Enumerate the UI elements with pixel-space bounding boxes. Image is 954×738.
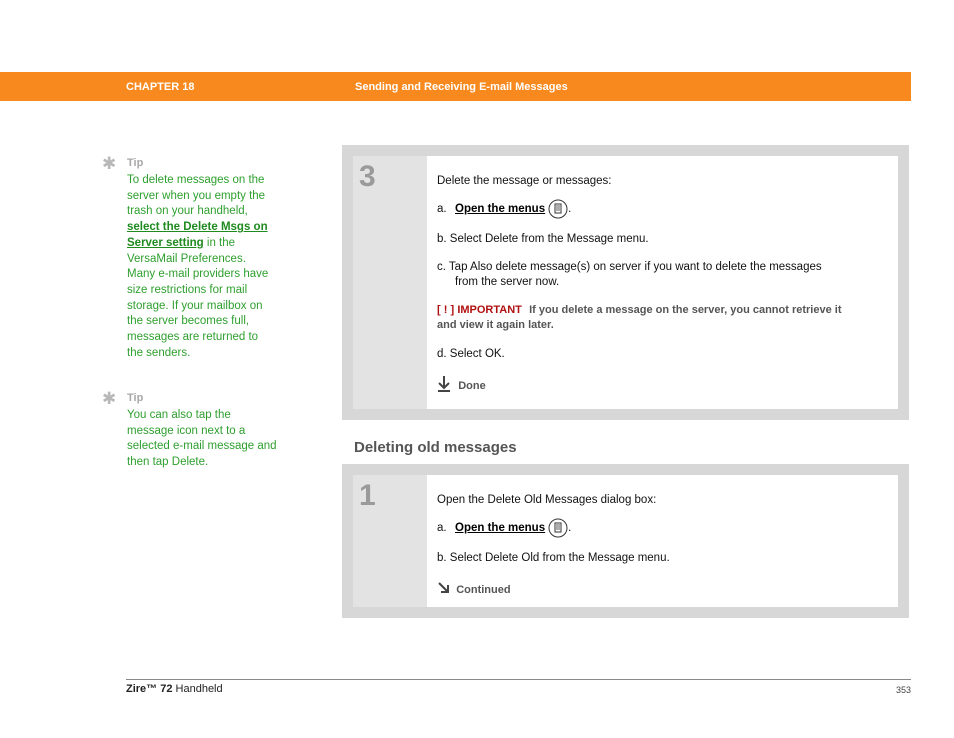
substep-c-line2: from the server now. — [455, 276, 560, 288]
substep-a — [437, 518, 888, 538]
step-3-panel — [353, 156, 898, 409]
substep-a-period: . — [568, 203, 572, 216]
down-arrow-icon — [437, 375, 451, 396]
substep-marker: a. — [437, 522, 447, 535]
tip-text-before: To delete messages on the server when you empty the trash on your handheld, — [127, 174, 266, 218]
product-suffix: Handheld — [172, 683, 223, 695]
open-menus-link[interactable]: Open the menus — [455, 522, 546, 535]
substep-a-period: . — [568, 522, 572, 535]
important-note — [437, 304, 888, 316]
step-1-box — [342, 464, 909, 618]
menu-icon — [548, 199, 568, 219]
tip-label: Tip — [127, 392, 144, 404]
step-intro: Delete the message or messages: — [437, 175, 612, 187]
step-intro: Open the Delete Old Messages dialog box: — [437, 494, 657, 506]
step-1-panel — [353, 475, 898, 607]
substep-a — [437, 199, 888, 219]
footer-divider — [126, 679, 911, 680]
menu-icon — [548, 518, 568, 538]
important-text-line1: If you delete a message on the server, you cannot retrieve it — [529, 304, 842, 316]
step-number: 1 — [359, 479, 376, 512]
chapter-title: Sending and Receiving E-mail Messages — [355, 81, 568, 93]
asterisk-icon: ✱ — [102, 389, 117, 408]
tip-text: You can also tap the message icon next to a selected e-mail message and then tap Delete. — [127, 409, 277, 469]
substep-marker: a. — [437, 203, 447, 216]
tip-text-after: in the VersaMail Preferences. Many e-mail providers have size restrictions for mail storage. If your mailbox on the server becomes full, messages are returned to the senders. — [127, 236, 269, 359]
chapter-label: CHAPTER 18 — [126, 81, 195, 93]
done-label: Done — [458, 379, 486, 392]
step-number-column — [353, 156, 427, 409]
continued-arrow-icon — [437, 581, 451, 598]
substep-c-line1: c. Tap Also delete message(s) on server if you want to delete the messages — [437, 261, 822, 273]
delete-msgs-setting-link[interactable]: select the Delete Msgs on Server setting — [127, 221, 268, 249]
continued-marker — [437, 581, 888, 598]
substep-b: b. Select Delete from the Message menu. — [437, 233, 649, 245]
important-icon: [ ! ] — [437, 304, 455, 316]
footer-product — [126, 683, 223, 695]
step-number: 3 — [359, 160, 376, 193]
done-marker — [437, 375, 888, 396]
tip-label: Tip — [127, 157, 144, 169]
continued-label: Continued — [456, 583, 511, 596]
step-number-column — [353, 475, 427, 607]
substep-b: b. Select Delete Old from the Message menu. — [437, 552, 670, 564]
product-name: Zire™ 72 — [126, 683, 173, 695]
chapter-header-bar — [0, 72, 911, 101]
substep-d: d. Select OK. — [437, 348, 505, 360]
tip-text — [127, 173, 277, 361]
important-text-line2: and view it again later. — [437, 319, 554, 331]
step-3-box — [342, 145, 909, 420]
open-menus-link[interactable]: Open the menus — [455, 203, 546, 216]
asterisk-icon: ✱ — [102, 154, 117, 173]
section-heading: Deleting old messages — [354, 439, 517, 456]
page-number: 353 — [895, 685, 911, 695]
important-label: IMPORTANT — [457, 304, 522, 316]
